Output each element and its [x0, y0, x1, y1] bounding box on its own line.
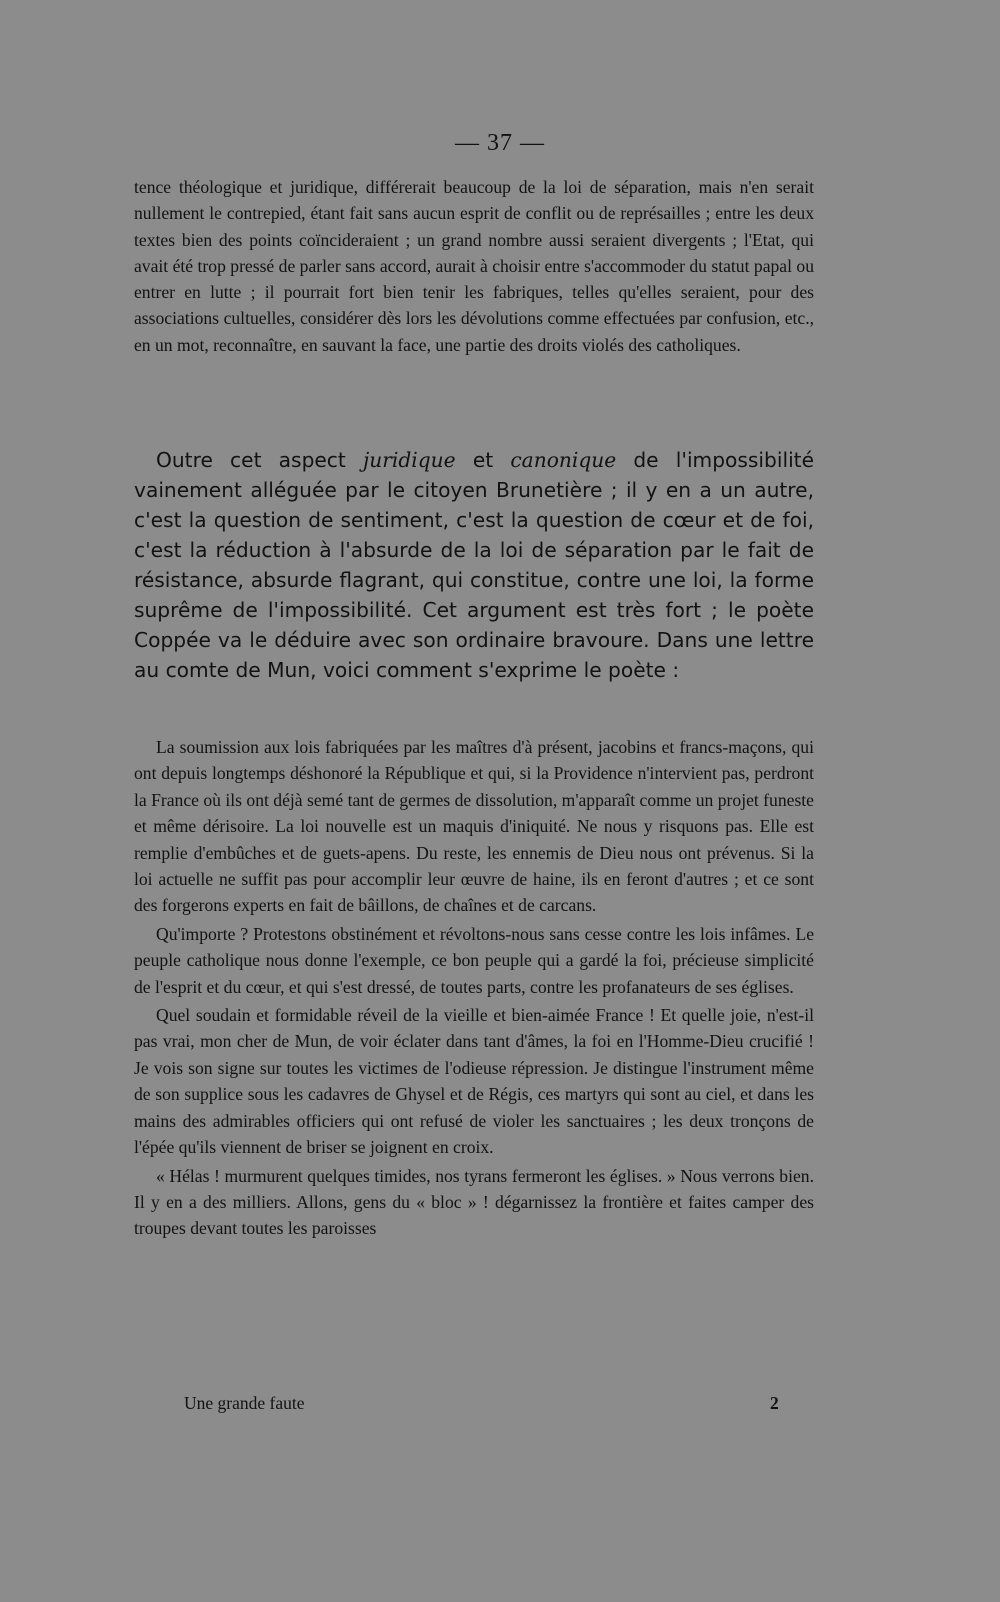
main-text-part2: et	[455, 448, 511, 472]
quote-paragraph-2: Qu'importe ? Protestons obstinément et révoltons-nous sans cesse contre les lois infâmes. Le peuple catholique nous donne l'exemple, ce bon peuple qui a gardé la foi, précieuse simplicité de l'esprit et du cœur, et qui s'est dressé, de toutes parts, contre les profanateurs de ses églises.	[134, 923, 814, 997]
signature-mark: 2	[770, 1393, 779, 1413]
quoted-letter	[134, 734, 814, 1244]
quote-paragraph-1: La soumission aux lois fabriquées par les maîtres d'à présent, jacobins et francs-maçons, qui ont depuis longtemps déshonoré la République et qui, si la Providence n'intervient pas, perdront la France où ils ont déjà semé tant de germes de dissolution, m'apparaît comme un projet funeste et même dérisoire. La loi nouvelle est un maquis d'iniquité. Ne nous y risquons pas. Elle est remplie d'embûches et de guets-apens. Du reste, les ennemis de Dieu nous ont prévenus. Si la loi actuelle ne suffit pas pour accomplir leur œuvre de haine, ils en feront d'autres ; et ce sont des forgerons experts en fait de bâillons, de chaînes et de carcans.	[134, 737, 814, 916]
quote-paragraph-3: Quel soudain et formidable réveil de la vieille et bien-aimée France ! Et quelle joie, n'est-il pas vrai, mon cher de Mun, de voir éclater dans tant d'âmes, la foi en l'Homme-Dieu crucifié ! Je vois son signe sur toutes les victimes de l'odieuse répression. Je distingue l'instrument même de son supplice sous les cadavres de Ghysel et de Régis, ces martyrs qui sont au ciel, et dans les mains des admirables officiers qui ont refusé de violer les sanctuaires ; les deux tronçons de l'épée qu'ils viennent de briser se joignent en croix.	[134, 1005, 814, 1158]
running-footer-title: Une grande faute	[184, 1393, 305, 1413]
main-paragraph	[134, 445, 814, 685]
main-block	[134, 445, 814, 685]
main-text-part1: Outre cet aspect	[156, 448, 364, 472]
italic-canonique: canonique	[510, 448, 617, 472]
page-number: — 37 —	[455, 130, 545, 156]
intro-paragraph: tence théologique et juridique, différerait beaucoup de la loi de séparation, mais n'en serait nullement le contrepied, étant fait sans aucun esprit de conflit ou de représailles ; entre les deux textes bien des points coïncideraient ; un grand nombre aussi seraient divergents ; l'Etat, qui avait été trop pressé de parler sans accord, aurait à choisir entre s'accommoder du statut papal ou entrer en lutte ; il pourrait fort bien tenir les fabriques, telles qu'elles seraient, pour des associations cultuelles, considérer dès lors les dévolutions comme effectuées par confusion, etc., en un mot, reconnaître, en sauvant la face, une partie des droits violés des catholiques.	[134, 177, 814, 355]
quote-paragraph-4: « Hélas ! murmurent quelques timides, nos tyrans fermeront les églises. » Nous verrons bien. Il y en a des milliers. Allons, gens du « bloc » ! dégarnissez la frontière et faites camper des troupes devant toutes les paroisses	[134, 1165, 814, 1239]
intro-block	[134, 174, 814, 358]
italic-juridique: juridique	[363, 448, 456, 472]
main-text-part3: de l'impossibilité vainement alléguée par le citoyen Brunetière ; il y en a un autre, c'est la question de sentiment, c'est la question de cœur et de foi, c'est la réduction à l'absurde de la loi de séparation par le fait de résistance, absurde flagrant, qui constitue, contre une loi, la forme suprême de l'impossibilité. Cet argument est très fort ; le poète Coppée va le déduire avec son ordinaire bravoure. Dans une lettre au comte de Mun, voici comment s'exprime le poète :	[134, 448, 815, 682]
